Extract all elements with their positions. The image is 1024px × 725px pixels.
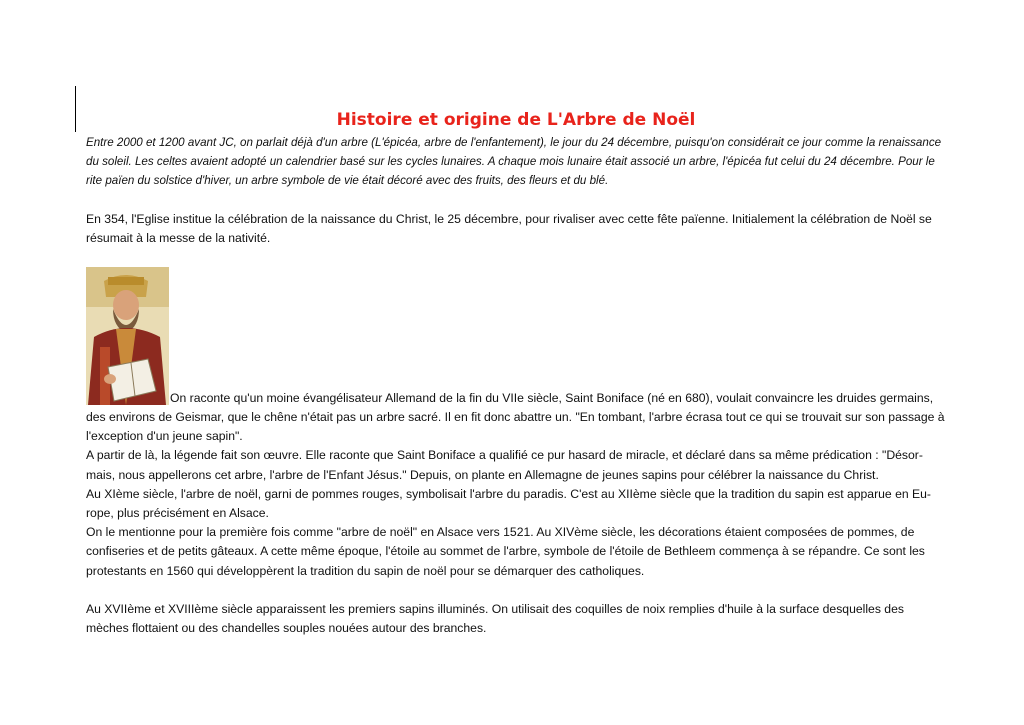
page-title: Histoire et origine de L'Arbre de Noël bbox=[336, 110, 696, 130]
boniface-first-line: On raconte qu'un moine évangélisateur Allemand de la fin du VIIe siècle, Saint Boniface (né en 680), voulait convaincre les druides germains, bbox=[170, 390, 934, 405]
document-body bbox=[86, 110, 946, 638]
paragraph-1521: On le mentionne pour la première fois comme "arbre de noël" en Alsace vers 1521. Au XIVème siècle, les décorations étaient composées de pommes, de confiseries et de petits gâteaux. A cette même époque, l'étoile au sommet de l'arbre, symbole de l'étoile de Bethleem commença à se répandre. Ce sont les protestants en 1560 qui développèrent la tradition du sapin de noël pour se démarquer des catholiques. bbox=[86, 525, 925, 578]
intro-paragraph: Entre 2000 et 1200 avant JC, on parlait déjà d'un arbre (L'épicéa, arbre de l'enfantement), le jour du 24 décembre, puisqu'on considérait ce jour comme la renaissance du soleil. Les celtes avaient adopté un calendrier basé sur les cycles lunaires. A chaque mois lunaire était associé un arbre, l'épicéa fut celui du 24 décembre. Pour le rite païen du solstice d'hiver, un arbre symbole de vie était décoré avec des fruits, des fleurs et du blé. bbox=[86, 136, 942, 188]
paragraph-gap bbox=[86, 248, 946, 267]
figure-line bbox=[86, 267, 946, 408]
paragraph-354: En 354, l'Eglise institue la célébration de la naissance du Christ, le 25 décembre, pour rivaliser avec cette fête païenne. Initialement la célébration de Noël se résumait à la messe de la nativité. bbox=[86, 211, 932, 245]
saint-boniface-image bbox=[86, 267, 169, 405]
boniface-rest: des environs de Geismar, que le chêne n'était pas un arbre sacré. Il en fit donc abattre un. "En tombant, l'arbre écrasa tout ce qui se trouvait sur son passage à l'exception d'un jeune sapin". bbox=[86, 410, 945, 444]
paragraph-gap bbox=[86, 581, 946, 600]
paragraph-gap bbox=[86, 191, 946, 210]
paragraph-xvii: Au XVIIème et XVIIIème siècle apparaissent les premiers sapins illuminés. On utilisait des coquilles de noix remplies d'huile à la surface desquelles des mèches flottaient ou des chandelles souples nouées autour des branches. bbox=[86, 601, 904, 636]
paragraph-xie: Au XIème siècle, l'arbre de noël, garni de pommes rouges, symbolisait l'arbre du paradis. C'est au XIIème siècle que la tradition du sapin est apparue en Eu-rope, plus précisément en Alsace. bbox=[86, 486, 931, 521]
paragraph-legende: A partir de là, la légende fait son œuvre. Elle raconte que Saint Boniface a qualifié ce pur hasard de miracle, et déclaré dans sa même prédication : "Désor-mais, nous appellerons cet arbre, l'arbre de l'Enfant Jésus." Depuis, on plante en Allemagne de jeunes sapins pour célébrer la naissance du Christ. bbox=[86, 448, 923, 482]
margin-mark bbox=[75, 86, 76, 132]
